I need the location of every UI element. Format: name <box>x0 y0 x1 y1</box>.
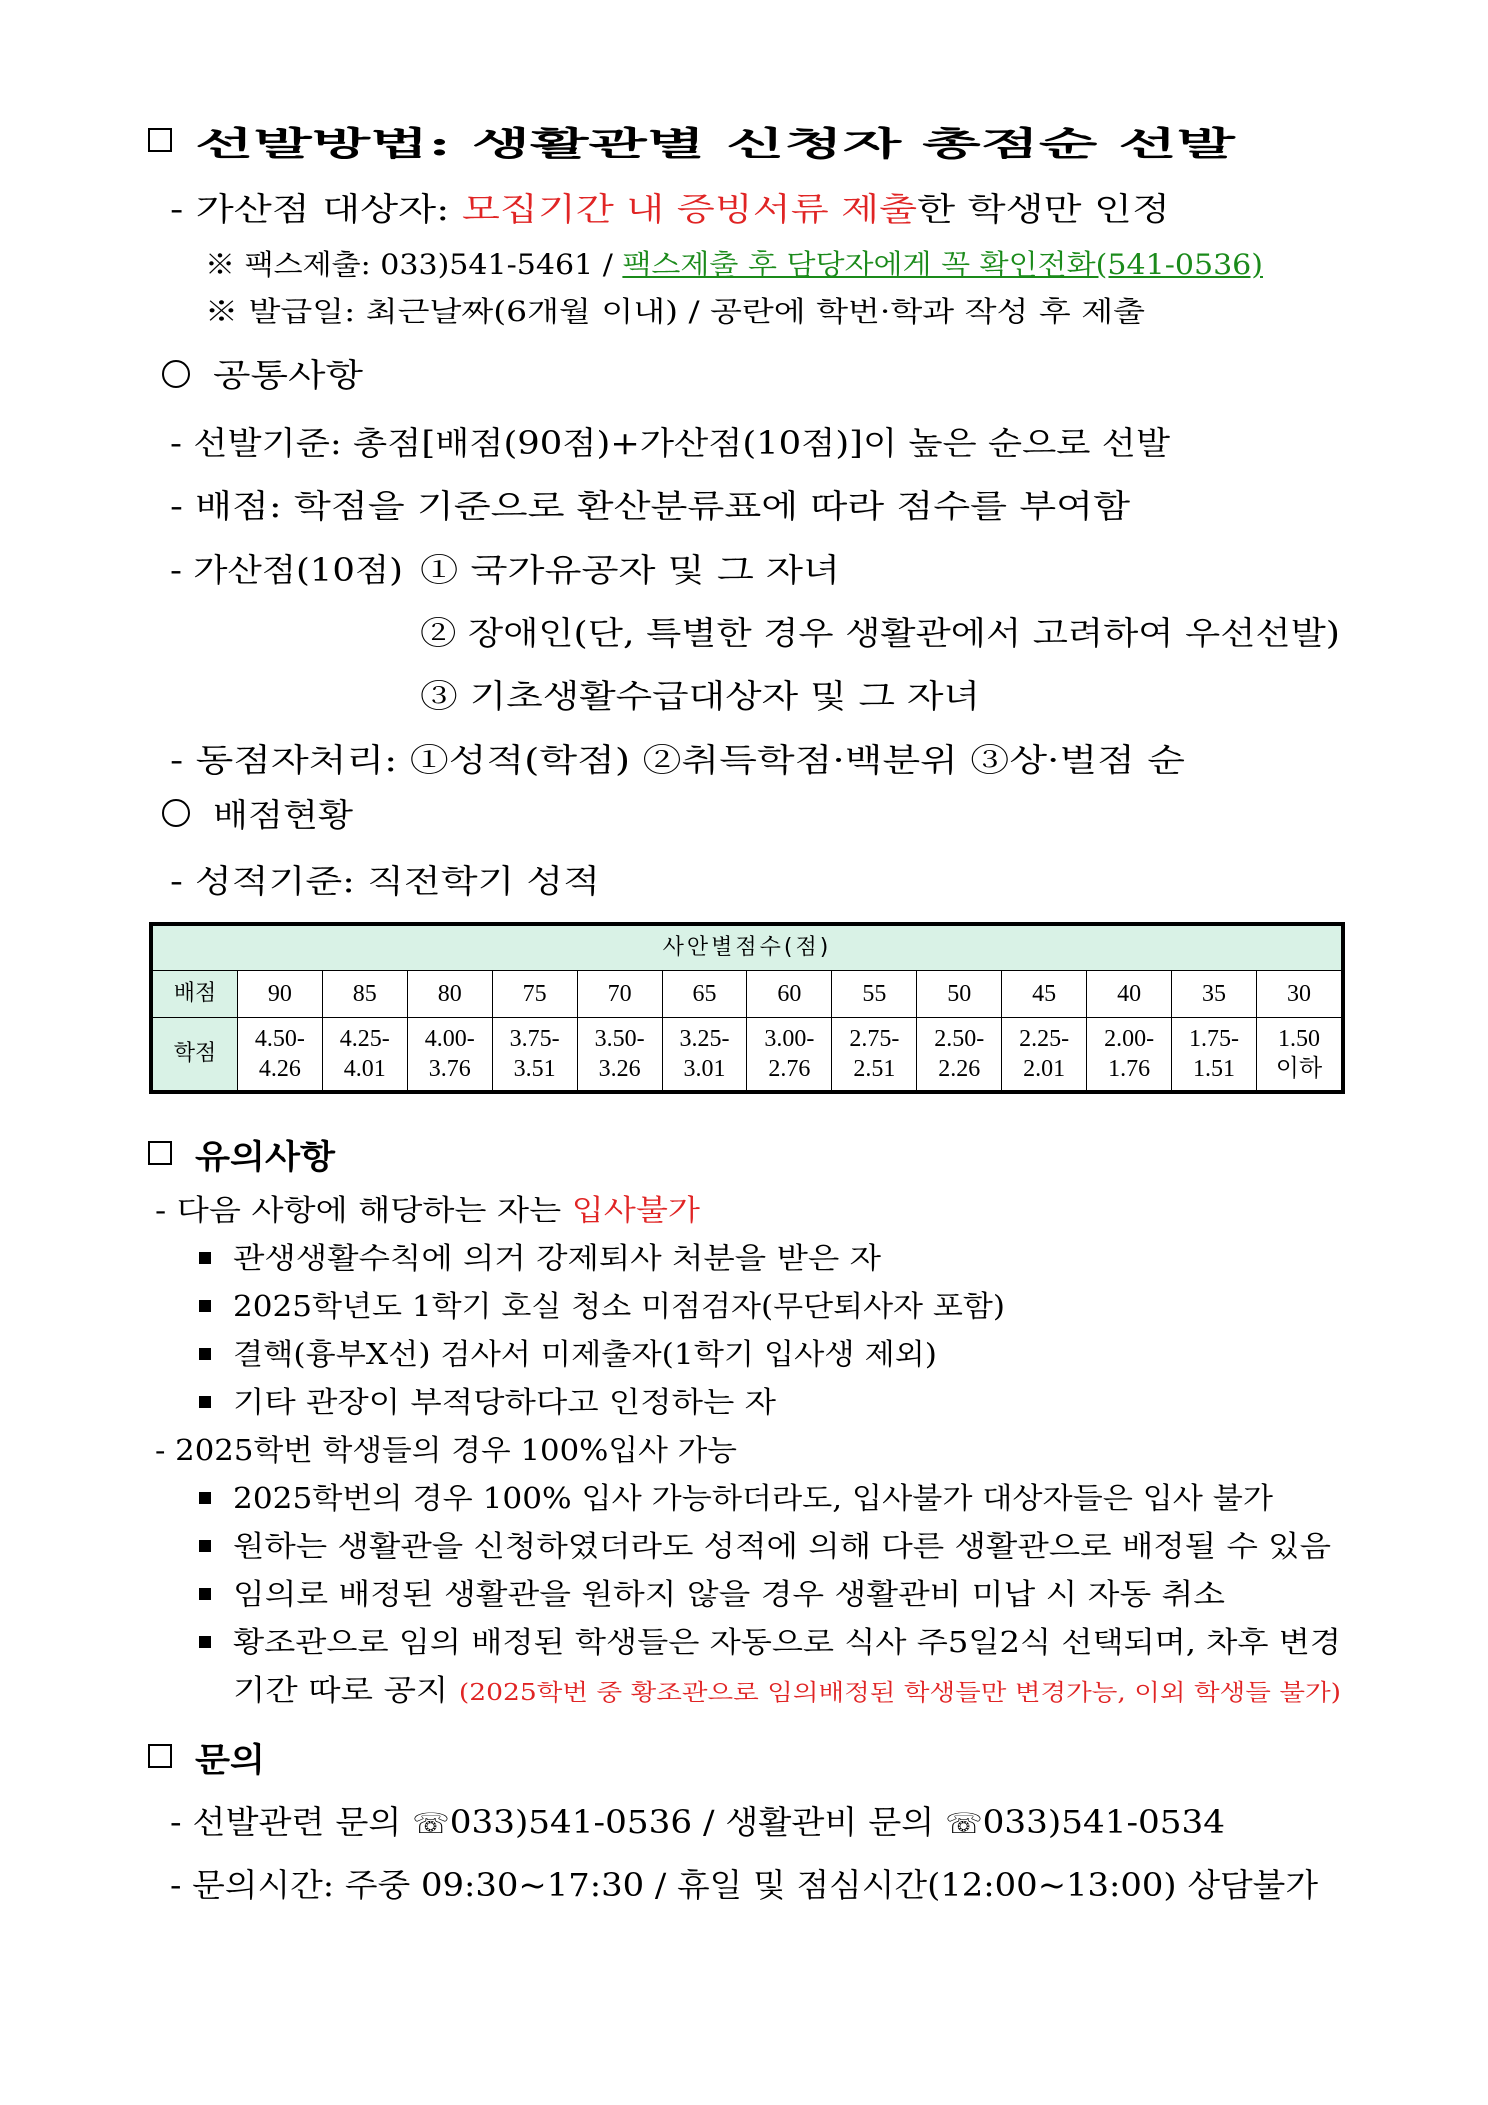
score-cell: 60 <box>747 971 832 1018</box>
grade-cell <box>407 1018 492 1091</box>
section-checkbox-icon <box>148 1744 172 1768</box>
issue-date-note: ※ 발급일: 최근날짜(6개월 이내) / 공란에 학번·학과 작성 후 제출 <box>205 295 1145 328</box>
grade-cell <box>1172 1018 1257 1091</box>
score-cell: 30 <box>1256 971 1341 1018</box>
score-cell: 40 <box>1087 971 1172 1018</box>
score-cell: 55 <box>832 971 917 1018</box>
section-checkbox-icon <box>148 1141 172 1165</box>
row-label-grade: 학점 <box>153 1018 238 1091</box>
grade-cell <box>832 1018 917 1091</box>
grade-range-bottom: 3.01 <box>683 1056 726 1082</box>
bonus-item-3: ③ 기초생활수급대상자 및 그 자녀 <box>420 677 980 715</box>
square-bullet-icon <box>199 1300 211 1312</box>
score-cell: 75 <box>492 971 577 1018</box>
row-label-score: 배점 <box>153 971 238 1018</box>
phone-icon: ☏ <box>412 1807 450 1840</box>
grade-cell <box>577 1018 662 1091</box>
freshman-item-2: 원하는 생활관을 신청하였더라도 성적에 의해 다른 생활관으로 배정될 수 있음 <box>233 1529 1331 1563</box>
square-bullet-icon <box>199 1540 211 1552</box>
fee-phone: 033)541-0534 <box>982 1803 1225 1841</box>
bonus-highlight: 모집기간 내 증빙서류 제출 <box>461 190 918 228</box>
ineligible-item-1: 관생생활수칙에 의거 강제퇴사 처분을 받은 자 <box>233 1241 881 1275</box>
grade-range-bottom: 2.01 <box>1023 1056 1066 1082</box>
score-cell: 65 <box>662 971 747 1018</box>
ineligible-item-3: 결핵(흉부X선) 검사서 미제출자(1학기 입사생 제외) <box>233 1337 937 1371</box>
table-row-grades <box>153 1018 1342 1091</box>
grade-cell <box>1256 1018 1341 1091</box>
score-cell: 70 <box>577 971 662 1018</box>
grade-range-top: 2.75- <box>849 1026 900 1052</box>
grade-cell <box>917 1018 1002 1091</box>
grade-range-top: 4.00- <box>424 1026 475 1052</box>
freshman-item-1: 2025학번의 경우 100% 입사 가능하더라도, 입사불가 대상자들은 입사 불가 <box>233 1481 1273 1515</box>
freshman-item-4: 황조관으로 임의 배정된 학생들은 자동으로 식사 주5일2식 선택되며, 차후 변경 <box>233 1625 1341 1659</box>
bonus-suffix: 한 학생만 인정 <box>917 190 1170 228</box>
bonus-eligibility-line <box>170 184 1170 230</box>
bonus-prefix: - 가산점 대상자: <box>170 190 462 228</box>
grade-cell <box>747 1018 832 1091</box>
notes-heading: 유의사항 <box>195 1137 335 1176</box>
grade-range-top: 2.00- <box>1104 1026 1155 1052</box>
square-bullet-icon <box>199 1348 211 1360</box>
fax-confirm-note: 팩스제출 후 담당자에게 꼭 확인전화(541-0536) <box>622 248 1263 281</box>
grade-range-bottom: 4.26 <box>258 1056 301 1082</box>
grade-range-bottom: 1.51 <box>1193 1056 1236 1082</box>
grade-cell <box>662 1018 747 1091</box>
grade-cell <box>1087 1018 1172 1091</box>
grade-cell <box>322 1018 407 1091</box>
criteria-line: - 선발기준: 총점[배점(90점)+가산점(10점)]이 높은 순으로 선발 <box>170 424 1170 462</box>
bonus-label: - 가산점(10점) <box>170 551 403 589</box>
square-bullet-icon <box>199 1636 211 1648</box>
square-bullet-icon <box>199 1492 211 1504</box>
grade-range-bottom: 3.51 <box>513 1056 556 1082</box>
score-cell: 90 <box>237 971 322 1018</box>
square-bullet-icon <box>199 1396 211 1408</box>
ineligible-line <box>155 1188 700 1229</box>
fax-note <box>205 243 1263 283</box>
grade-range-top: 1.50 <box>1277 1026 1320 1052</box>
score-table <box>149 922 1345 1094</box>
freshman-item-4-continuation <box>233 1668 1341 1709</box>
grade-range-top: 3.00- <box>764 1026 815 1052</box>
selection-heading: 선발방법: 생활관별 신청자 총점순 선발 <box>195 124 1235 163</box>
phone-prefix: - 선발관련 문의 <box>170 1803 413 1841</box>
score-cell: 45 <box>1002 971 1087 1018</box>
grade-range-bottom: 3.26 <box>598 1056 641 1082</box>
grade-range-top: 2.50- <box>934 1026 985 1052</box>
grade-range-bottom: 4.01 <box>343 1056 386 1082</box>
freshman-item-3: 임의로 배정된 생활관을 원하지 않을 경우 생활관비 미납 시 자동 취소 <box>233 1577 1225 1611</box>
grade-range-bottom: 3.76 <box>428 1056 471 1082</box>
ineligible-prefix: - 다음 사항에 해당하는 자는 <box>155 1193 572 1227</box>
change-note: (2025학번 중 황조관으로 임의배정된 학생들만 변경가능, 이외 학생들 불가) <box>458 1680 1341 1706</box>
bonus-item-2: ② 장애인(단, 특별한 경우 생활관에서 고려하여 우선선발) <box>420 614 1340 652</box>
score-cell: 85 <box>322 971 407 1018</box>
grade-range-bottom: 2.76 <box>768 1056 811 1082</box>
grade-range-top: 3.75- <box>509 1026 560 1052</box>
score-cell: 35 <box>1172 971 1257 1018</box>
grade-range-top: 2.25- <box>1019 1026 1070 1052</box>
grade-cell <box>1002 1018 1087 1091</box>
status-heading: 배점현황 <box>213 796 353 834</box>
square-bullet-icon <box>199 1252 211 1264</box>
phone-mid: / 생활관비 문의 <box>692 1803 946 1841</box>
table-title: 사안별점수(점) <box>153 926 1342 971</box>
grade-range-bottom: 2.51 <box>853 1056 896 1082</box>
grade-basis-line: - 성적기준: 직전학기 성적 <box>170 862 600 900</box>
tie-break-line: - 동점자처리: ①성적(학점) ②취득학점·백분위 ③상·벌점 순 <box>170 741 1185 779</box>
circle-bullet-icon <box>162 799 190 827</box>
grade-range-top: 1.75- <box>1189 1026 1240 1052</box>
ineligible-highlight: 입사불가 <box>571 1193 700 1227</box>
bonus-item-1: ① 국가유공자 및 그 자녀 <box>420 551 840 589</box>
grade-range-top: 3.50- <box>594 1026 645 1052</box>
score-cell: 50 <box>917 971 1002 1018</box>
grade-cell <box>492 1018 577 1091</box>
grade-range-bottom: 1.76 <box>1108 1056 1151 1082</box>
fax-note-prefix: ※ 팩스제출: 033)541-5461 / <box>205 248 623 281</box>
grade-range-top: 3.25- <box>679 1026 730 1052</box>
table-row-scores <box>153 971 1342 1018</box>
common-heading: 공통사항 <box>213 356 363 394</box>
contact-heading: 문의 <box>195 1740 265 1779</box>
score-cell: 80 <box>407 971 492 1018</box>
contact-hours-line: - 문의시간: 주중 09:30~17:30 / 휴일 및 점심시간(12:00~13:00) 상담불가 <box>170 1866 1318 1904</box>
freshman-line: - 2025학번 학생들의 경우 100%입사 가능 <box>155 1433 737 1467</box>
score-line: - 배점: 학점을 기준으로 환산분류표에 따라 점수를 부여함 <box>170 487 1130 525</box>
continuation-text: 기간 따로 공지 <box>233 1673 459 1707</box>
square-bullet-icon <box>199 1588 211 1600</box>
grade-range-bottom: 2.26 <box>938 1056 981 1082</box>
circle-bullet-icon <box>162 360 190 388</box>
phone-icon: ☏ <box>945 1807 983 1840</box>
contact-phone-line <box>170 1797 1225 1843</box>
section-checkbox-icon <box>148 128 172 152</box>
selection-phone: 033)541-0536 <box>449 1803 693 1841</box>
ineligible-item-2: 2025학년도 1학기 호실 청소 미점검자(무단퇴사자 포함) <box>233 1289 1005 1323</box>
ineligible-item-4: 기타 관장이 부적당하다고 인정하는 자 <box>233 1385 776 1419</box>
grade-range-bottom: 이하 <box>1275 1056 1323 1082</box>
grade-range-top: 4.25- <box>339 1026 390 1052</box>
grade-cell <box>237 1018 322 1091</box>
grade-range-top: 4.50- <box>254 1026 305 1052</box>
